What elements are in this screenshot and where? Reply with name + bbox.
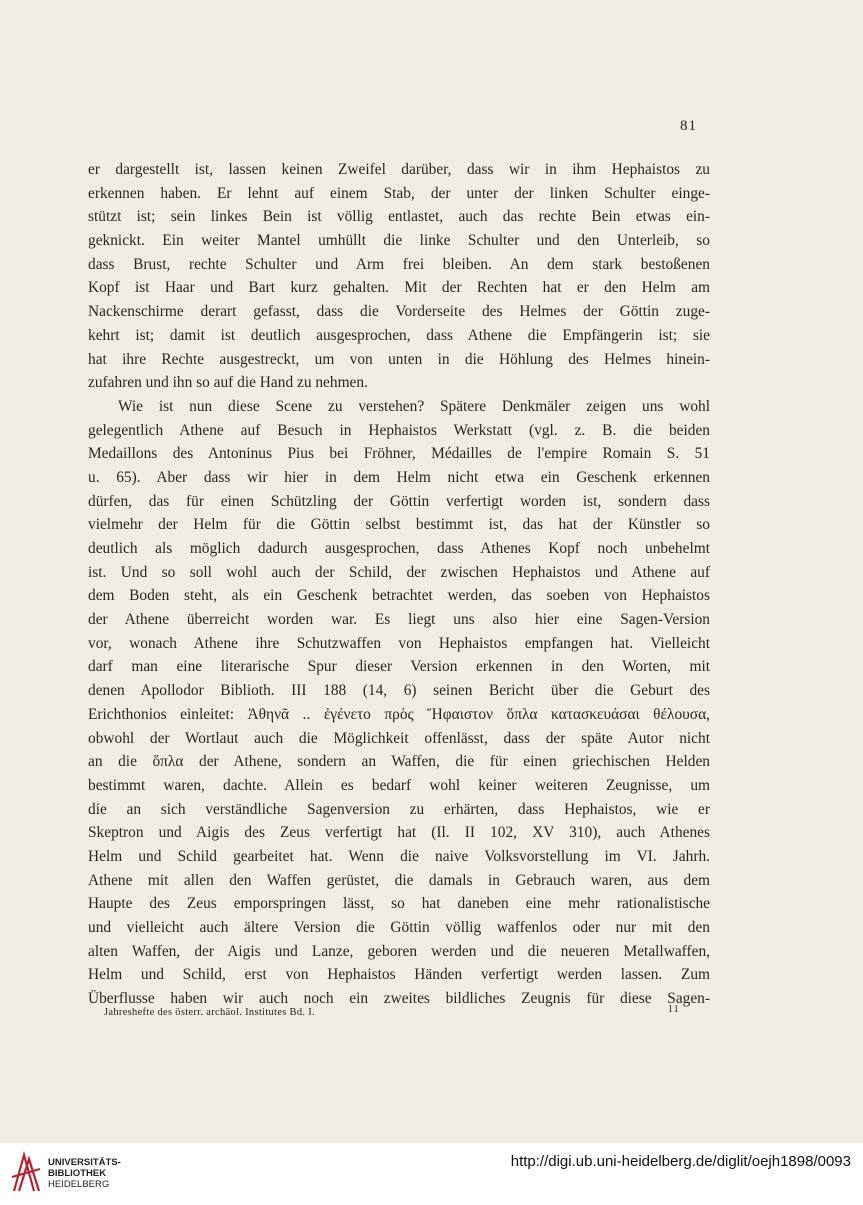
- text-line: an die ὅπλα der Athene, sondern an Waffen, die für einen griechischen Helden: [88, 753, 710, 771]
- text-line: Skeptron und Aigis des Zeus verfertigt hat (Il. II 102, XV 310), auch Athenes: [88, 824, 710, 842]
- text-line: kehrt ist; damit ist deutlich ausgesprochen, dass Athene die Empfängerin ist; sie: [88, 326, 710, 344]
- text-line: Haupte des Zeus emporspringen lässt, so hat daneben eine mehr rationalistische: [88, 895, 710, 913]
- library-name: [48, 1157, 121, 1190]
- permalink-url[interactable]: http://digi.ub.uni-heidelberg.de/diglit/oejh1898/0093: [510, 1153, 851, 1170]
- text-line: Kopf ist Haar und Bart kurz gehalten. Mit der Rechten hat er den Helm am: [88, 279, 710, 297]
- text-line: denen Apollodor Biblioth. III 188 (14, 6) seinen Bericht über die Geburt des: [88, 682, 710, 700]
- text-line: geknickt. Ein weiter Mantel umhüllt die linke Schulter und den Unterleib, so: [88, 232, 710, 250]
- text-line: Nackenschirme derart gefasst, dass die Vorderseite des Helmes der Göttin zuge-: [88, 303, 710, 321]
- journal-footer: Jahreshefte des österr. archäol. Institutes Bd. I.: [104, 1007, 315, 1018]
- library-name-line-3: HEIDELBERG: [48, 1179, 110, 1190]
- text-line: alten Waffen, der Aigis und Lanze, geboren werden und die neueren Metallwaffen,: [88, 942, 710, 960]
- text-line: Erichthonios einleitet: Ἀθηνᾶ .. ἐγένετο πρὸς Ἥφαιστον ὅπλα κατασκευάσαι θέλουσα,: [88, 705, 710, 723]
- text-line: vor, wonach Athene ihre Schutzwaffen von Hephaistos empfangen hat. Vielleicht: [88, 634, 710, 652]
- text-line: bestimmt waren, dachte. Allein es bedarf wohl keiner weiteren Zeugnisse, um: [88, 776, 710, 794]
- text-line: obwohl der Wortlaut auch die Möglichkeit offenlässt, dass der späte Autor nicht: [88, 729, 710, 747]
- text-line: stützt ist; sein linkes Bein ist völlig entlastet, auch das rechte Bein etwas ein-: [88, 208, 710, 226]
- text-line: Wie ist nun diese Scene zu verstehen? Spätere Denkmäler zeigen uns wohl: [118, 397, 710, 415]
- text-line: ist. Und so soll wohl auch der Schild, der zwischen Hephaistos und Athene auf: [88, 563, 710, 581]
- text-line: er dargestellt ist, lassen keinen Zweifel darüber, dass wir in ihm Hephaistos zu: [88, 161, 710, 178]
- text-line: hat ihre Rechte ausgestreckt, um von unten in die Höhlung des Helmes hinein-: [88, 350, 710, 368]
- text-line: darf man eine literarische Spur dieser Version erkennen in den Worten, mit: [88, 658, 710, 676]
- signature-mark: 11: [668, 1004, 680, 1015]
- page-number: 81: [680, 118, 697, 134]
- university-library-logo-icon: [10, 1151, 42, 1195]
- text-line: Medaillons des Antoninus Pius bei Fröhner, Médailles de l'empire Romain S. 51: [88, 445, 710, 463]
- text-line: Helm und Schild, erst von Hephaistos Händen verfertigt werden lassen. Zum: [88, 966, 710, 984]
- library-name-line-2: BIBLIOTHEK: [48, 1168, 107, 1179]
- text-line: deutlich als möglich dadurch ausgesprochen, dass Athenes Kopf noch unbehelmt: [88, 540, 710, 557]
- body-text: [88, 158, 710, 1011]
- text-line: vielmehr der Helm für die Göttin selbst bestimmt ist, das hat der Künstler so: [88, 516, 710, 534]
- text-line: erkennen haben. Er lehnt auf einem Stab, der unter der linken Schulter einge-: [88, 184, 710, 202]
- text-line: und vielleicht auch ältere Version die Göttin völlig waffenlos oder nur mit den: [88, 919, 710, 936]
- text-line: dem Boden steht, als ein Geschenk betrachtet werden, das soeben von Hephaistos: [88, 587, 710, 605]
- library-name-line-1: UNIVERSITÄTS-: [48, 1157, 121, 1168]
- text-line: Überflusse haben wir auch noch ein zweites bildliches Zeugnis für diese Sagen-: [88, 990, 710, 1008]
- library-bar: [0, 1143, 863, 1205]
- text-line: Athene mit allen den Waffen gerüstet, die damals in Gebrauch waren, aus dem: [88, 871, 710, 889]
- text-line: Helm und Schild gearbeitet hat. Wenn die naive Volksvorstellung im VI. Jahrh.: [88, 847, 710, 865]
- text-line: die an sich verständliche Sagenversion zu erhärten, dass Hephaistos, wie er: [88, 800, 710, 818]
- text-line: dass Brust, rechte Schulter und Arm frei bleiben. An dem stark bestoßenen: [88, 255, 710, 273]
- text-line: der Athene überreicht worden war. Es liegt uns also hier eine Sagen-Version: [88, 611, 710, 629]
- text-line: dürfen, das für einen Schützling der Göttin verfertigt worden ist, sondern dass: [88, 492, 710, 510]
- text-line: zufahren und ihn so auf die Hand zu nehmen.: [88, 374, 368, 392]
- text-line: gelegentlich Athene auf Besuch in Hephaistos Werkstatt (vgl. z. B. die beiden: [88, 421, 710, 439]
- text-line: u. 65). Aber dass wir hier in dem Helm nicht etwa ein Geschenk erkennen: [88, 468, 710, 486]
